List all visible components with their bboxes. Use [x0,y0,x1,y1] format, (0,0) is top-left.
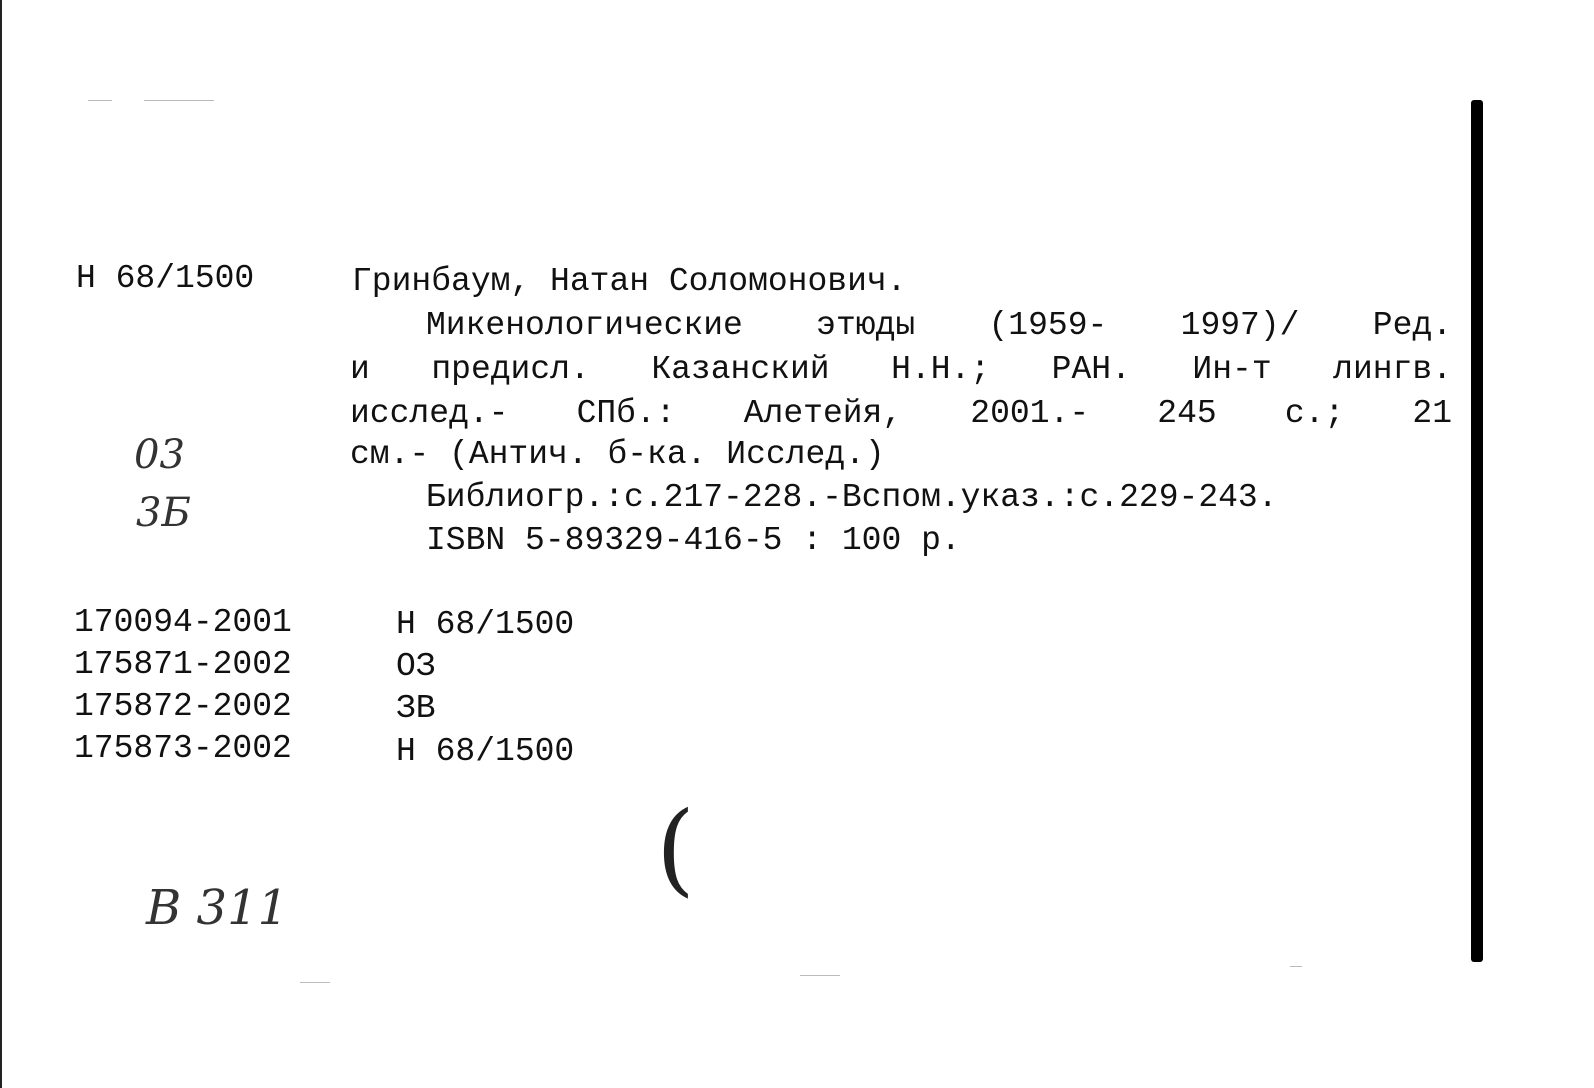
handwritten-code-2: 3Б [136,490,191,536]
handwritten-code-1: 03 [134,432,185,478]
handwritten-bracket: ( [656,790,696,907]
inventory-number: 170094-2001 [74,604,292,641]
shelf-mark: Н 68/1500 [76,260,255,297]
inventory-number: 175872-2002 [74,688,292,725]
description-line-2: и предисл. Казанский Н.Н.; РАН. Ин-т лингв. [350,351,1452,388]
inventory-number: 175873-2002 [74,730,292,767]
card-right-binding-bar [1471,100,1483,962]
title-line-1: Микенологические этюды (1959- 1997)/ Ред. [426,307,1452,344]
scan-speck [144,100,214,101]
inventory-number: 175871-2002 [74,646,292,683]
description-line-4: см.- (Антич. б-ка. Исслед.) [350,436,885,473]
scan-speck [300,982,330,983]
inventory-location: ЗВ [396,690,436,727]
inventory-location: Н 68/1500 [396,606,575,643]
scan-speck [88,100,112,101]
card-left-edge [0,0,2,1088]
scan-speck [1290,966,1302,967]
author-heading: Гринбаум, Натан Соломонович. [352,263,907,300]
inventory-location: ОЗ [396,648,436,685]
handwritten-bottom-code: В 311 [146,880,289,936]
bibliography-notes: Библиогр.:с.217-228.-Вспом.указ.:с.229-243. [426,479,1278,516]
isbn-price: ISBN 5-89329-416-5 : 100 р. [426,522,961,559]
scan-speck [800,975,840,976]
description-line-3: исслед.- СПб.: Алетейя, 2001.- 245 с.; 21 [350,395,1452,432]
inventory-location: Н 68/1500 [396,733,575,770]
